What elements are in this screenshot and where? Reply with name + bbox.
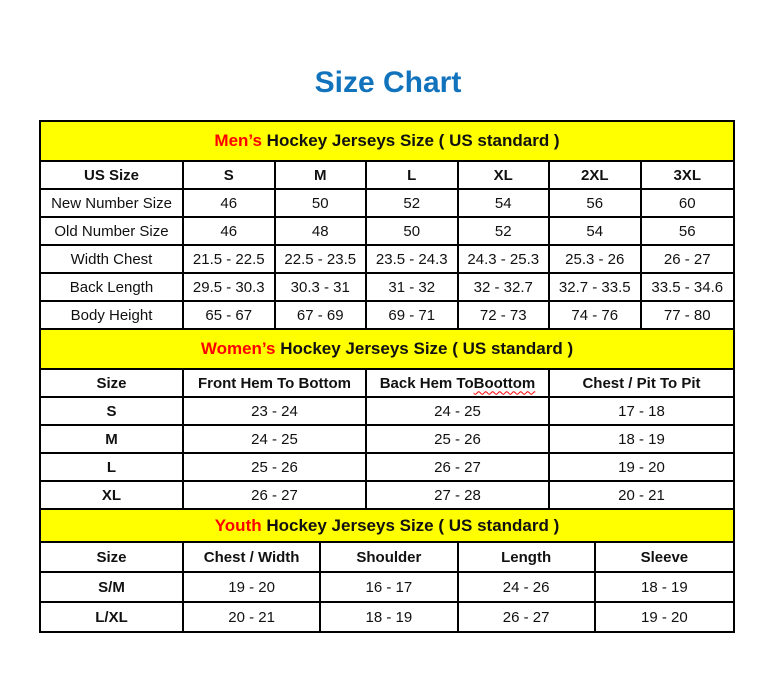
youth-row-lxl [41, 603, 733, 631]
value-cell: 18 - 19 [618, 430, 665, 448]
value-cell: 19 - 20 [618, 458, 665, 476]
row-label: Body Height [41, 302, 184, 328]
value-cell: 25 - 26 [367, 426, 550, 452]
value-cell: 21.5 - 22.5 [184, 246, 276, 272]
value-cell: 24 - 25 [184, 426, 367, 452]
value-cell: 22.5 - 23.5 [276, 246, 368, 272]
value-cell: 23.5 - 24.3 [367, 246, 459, 272]
womens-row-xl [41, 482, 733, 510]
value-cell: 19 - 20 [184, 573, 321, 601]
value-cell: 56 [678, 222, 696, 240]
value-cell: 48 [276, 218, 368, 244]
size-chart-table [39, 120, 735, 633]
mens-col-header-3xl: 3XL [673, 166, 701, 184]
womens-col-header-front-hem: Front Hem To Bottom [184, 370, 367, 396]
value-cell: 72 - 73 [459, 302, 551, 328]
value-cell: 29.5 - 30.3 [184, 274, 276, 300]
value-cell: 67 - 69 [276, 302, 368, 328]
value-cell: 46 [184, 190, 276, 216]
mens-col-header-s: S [184, 162, 276, 188]
row-label: L/XL [41, 603, 184, 631]
value-cell: 20 - 21 [618, 486, 665, 504]
row-label: Back Length [41, 274, 184, 300]
mens-col-header-m: M [276, 162, 368, 188]
value-cell: 31 - 32 [367, 274, 459, 300]
row-label: Width Chest [41, 246, 184, 272]
value-cell: 54 [459, 190, 551, 216]
value-cell: 32 - 32.7 [459, 274, 551, 300]
mens-row-body-height [41, 302, 733, 330]
row-label: M [41, 426, 184, 452]
value-cell: 50 [367, 218, 459, 244]
womens-col-header-back-hem [367, 370, 550, 396]
row-label: Old Number Size [41, 218, 184, 244]
value-cell: 56 [550, 190, 642, 216]
mens-col-header-xl: XL [459, 162, 551, 188]
womens-section-band [41, 330, 733, 370]
value-cell: 19 - 20 [641, 608, 688, 626]
womens-row-l [41, 454, 733, 482]
value-cell: 18 - 19 [641, 578, 688, 596]
youth-col-header-chest-width: Chest / Width [184, 543, 321, 571]
row-label: S/M [41, 573, 184, 601]
mens-section-band [41, 122, 733, 162]
youth-col-header-shoulder: Shoulder [321, 543, 458, 571]
mens-row-old-number-size [41, 218, 733, 246]
value-cell: 17 - 18 [618, 402, 665, 420]
mens-band-text: Hockey Jerseys Size ( US standard ) [261, 131, 560, 150]
womens-row-s [41, 398, 733, 426]
page-title: Size Chart [314, 66, 462, 99]
womens-band-text: Hockey Jerseys Size ( US standard ) [275, 339, 574, 358]
value-cell: 27 - 28 [367, 482, 550, 508]
youth-header-row [41, 543, 733, 573]
mens-band-highlight: Men’s [214, 131, 262, 150]
womens-row-m [41, 426, 733, 454]
youth-band-text: Hockey Jerseys Size ( US standard ) [261, 515, 560, 535]
mens-row-width-chest [41, 246, 733, 274]
youth-col-header-size: Size [41, 543, 184, 571]
value-cell: 30.3 - 31 [276, 274, 368, 300]
mens-col-header-2xl: 2XL [550, 162, 642, 188]
value-cell: 46 [184, 218, 276, 244]
value-cell: 74 - 76 [550, 302, 642, 328]
value-cell: 18 - 19 [321, 603, 458, 631]
spellcheck-squiggle-word: Boottom [473, 374, 536, 392]
row-label: New Number Size [41, 190, 184, 216]
value-cell: 26 - 27 [459, 603, 596, 631]
value-cell: 24 - 26 [459, 573, 596, 601]
value-cell: 20 - 21 [184, 603, 321, 631]
value-cell: 23 - 24 [184, 398, 367, 424]
youth-row-sm [41, 573, 733, 603]
womens-col-header-chest-pit: Chest / Pit To Pit [582, 374, 701, 392]
value-cell: 32.7 - 33.5 [550, 274, 642, 300]
row-label: L [41, 454, 184, 480]
youth-col-header-length: Length [459, 543, 596, 571]
womens-header-row [41, 370, 733, 398]
value-cell: 26 - 27 [367, 454, 550, 480]
value-cell: 24 - 25 [367, 398, 550, 424]
value-cell: 77 - 80 [663, 306, 711, 324]
youth-section-band [41, 510, 733, 543]
value-cell: 65 - 67 [184, 302, 276, 328]
youth-band-highlight: Youth [214, 515, 262, 535]
value-cell: 69 - 71 [367, 302, 459, 328]
value-cell: 60 [678, 194, 696, 212]
row-label: S [41, 398, 184, 424]
value-cell: 25.3 - 26 [550, 246, 642, 272]
value-cell: 26 - 27 [184, 482, 367, 508]
value-cell: 52 [459, 218, 551, 244]
mens-header-row [41, 162, 733, 190]
womens-band-highlight: Women’s [200, 339, 276, 358]
value-cell: 16 - 17 [321, 573, 458, 601]
value-cell: 52 [367, 190, 459, 216]
mens-row-new-number-size [41, 190, 733, 218]
mens-col-header-us-size: US Size [41, 162, 184, 188]
value-cell: 54 [550, 218, 642, 244]
value-cell: 24.3 - 25.3 [459, 246, 551, 272]
value-cell: 25 - 26 [184, 454, 367, 480]
back-hem-label: Back Hem To [379, 374, 474, 392]
value-cell: 33.5 - 34.6 [651, 278, 724, 296]
womens-col-header-size: Size [41, 370, 184, 396]
mens-col-header-l: L [367, 162, 459, 188]
value-cell: 26 - 27 [663, 250, 711, 268]
youth-col-header-sleeve: Sleeve [640, 548, 689, 566]
mens-row-back-length [41, 274, 733, 302]
row-label: XL [41, 482, 184, 508]
value-cell: 50 [276, 190, 368, 216]
